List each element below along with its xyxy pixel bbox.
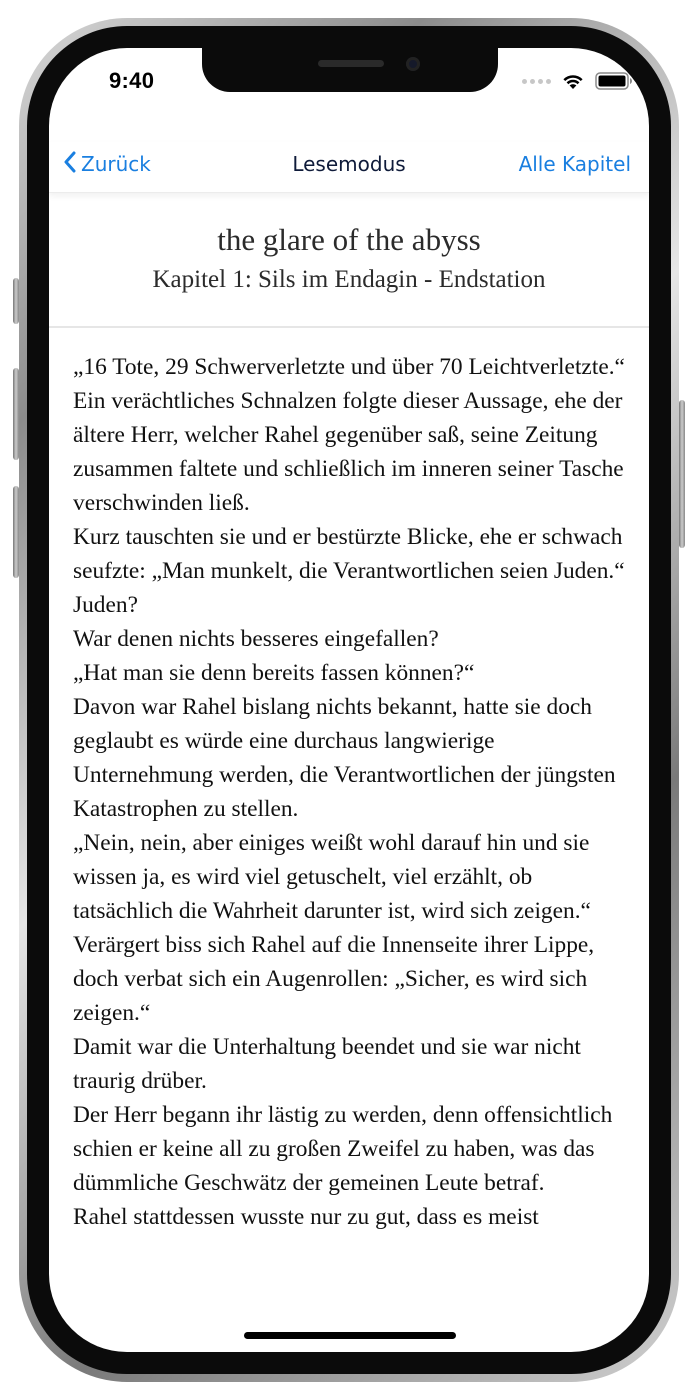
speaker-grill — [318, 60, 384, 67]
paragraph: Damit war die Unterhaltung beendet und sie war nicht traurig drüber. — [73, 1034, 581, 1094]
front-camera — [406, 57, 420, 71]
notch — [202, 48, 498, 92]
wifi-icon — [561, 72, 585, 90]
status-time: 9:40 — [109, 68, 155, 93]
paragraph: „16 Tote, 29 Schwerverletzte und über 70 Leichtverletzte.“ — [73, 354, 625, 380]
paragraph: War denen nichts besseres eingefallen? — [73, 626, 439, 652]
reading-text — [73, 350, 633, 1234]
paragraph: Davon war Rahel bislang nichts bekannt, hatte sie doch geglaubt es würde eine durchaus langwierige Unternehmung werden, die Verantwortlichen der jüngsten Katastrophen zu stellen. — [73, 694, 616, 822]
cellular-signal-icon — [522, 79, 551, 84]
paragraph: Kurz tauschten sie und er bestürzte Blicke, ehe er schwach seufzte: „Man munkelt, die Verantwortlichen seien Juden.“ — [73, 524, 625, 584]
nav-title: Lesemodus — [292, 152, 406, 176]
silent-switch — [13, 278, 19, 324]
paragraph: „Hat man sie denn bereits fassen können?“ — [73, 660, 475, 686]
chapter-title: Kapitel 1: Sils im Endagin - Endstation — [152, 266, 546, 293]
home-indicator[interactable] — [244, 1332, 456, 1339]
paragraph: Ein verächtliches Schnalzen folgte dieser Aussage, ehe der ältere Herr, welcher Rahel gegenüber saß, seine Zeitung zusammen faltete und schließlich im inneren seiner Tasche verschwinden ließ. — [73, 388, 624, 516]
book-header — [49, 194, 649, 328]
volume-up-button — [13, 368, 19, 460]
paragraph: Verärgert biss sich Rahel auf die Innenseite ihrer Lippe, doch verbat sich ein Augenrollen: „Sicher, es wird sich zeigen.“ — [73, 932, 595, 1026]
back-button-label: Zurück — [81, 152, 151, 176]
paragraph: „Nein, nein, aber einiges weißt wohl darauf hin und sie wissen ja, es wird viel getuschelt, viel erzählt, ob tatsächlich die Wahrheit darunter ist, wird sich zeigen.“ — [73, 830, 591, 924]
status-icons — [522, 70, 633, 92]
paragraph: Der Herr begann ihr lästig zu werden, denn offensichtlich schien er keine all zu großen Zweifel zu haben, was das dümmliche Geschwätz der gemeinen Leute betraf. — [73, 1102, 613, 1196]
battery-icon — [595, 72, 633, 90]
navigation-bar — [49, 142, 649, 193]
power-button — [679, 400, 685, 548]
book-title: the glare of the abyss — [217, 222, 481, 257]
volume-down-button — [13, 486, 19, 578]
paragraph: Rahel stattdessen wusste nur zu gut, dass es meist — [73, 1204, 539, 1230]
screen — [49, 48, 649, 1352]
paragraph: Juden? — [73, 592, 138, 618]
all-chapters-button[interactable]: Alle Kapitel — [518, 152, 631, 176]
